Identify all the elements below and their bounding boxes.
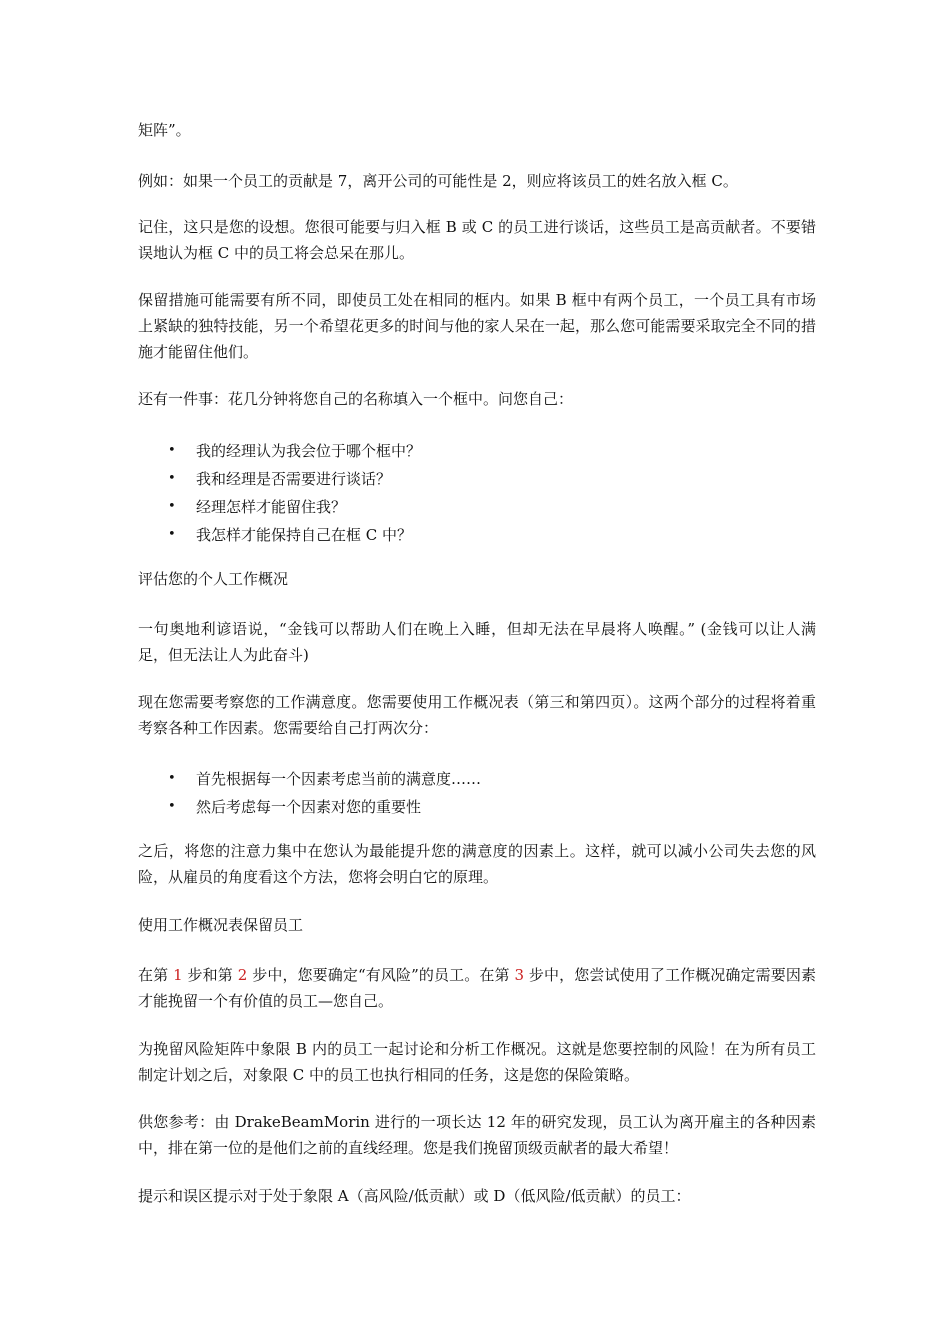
bullet-icon: • — [168, 471, 176, 486]
paragraph-tips: 提示和误区提示对于处于象限 A（高风险/低贡献）或 D（低风险/低贡献）的员工： — [138, 1187, 691, 1205]
paragraph-job-satisfaction: 现在您需要考察您的工作满意度。您需要使用工作概况表（第三和第四页）。这两个部分的过程将着重考察各种工作因素。您需要给自己打两次分： — [138, 693, 816, 737]
section-heading-use-profile: 使用工作概况表保留员工 — [138, 916, 304, 934]
list-item: • 经理怎样才能留住我？ — [138, 493, 816, 521]
bullet-icon: • — [168, 799, 176, 814]
bullet-icon: • — [168, 771, 176, 786]
paragraph-proverb: 一句奥地利谚语说，“金钱可以帮助人们在晚上入睡，但却无法在早晨将人唤醒。” (金钱可以让人满足，但无法让人为此奋斗) — [138, 620, 816, 664]
self-questions-list — [138, 437, 816, 549]
list-item: • 我的经理认为我会位于哪个框中？ — [138, 437, 816, 465]
paragraph-example: 例如：如果一个员工的贡献是 7，离开公司的可能性是 2，则应将该员工的姓名放入框 C。 — [138, 172, 738, 190]
bullet-icon: • — [168, 527, 176, 542]
step-number-3: 3 — [514, 966, 525, 984]
paragraph-continuation: 矩阵”。 — [138, 121, 191, 139]
list-item: • 首先根据每一个因素考虑当前的满意度…… — [138, 765, 816, 793]
paragraph-reminder: 记住，这只是您的设想。您很可能要与归入框 B 或 C 的员工进行谈话，这些员工是高贡献者。不要错误地认为框 C 中的员工将会总呆在那儿。 — [138, 218, 816, 262]
step-number-2: 2 — [237, 966, 248, 984]
list-item: • 我和经理是否需要进行谈话？ — [138, 465, 816, 493]
scoring-steps-list — [138, 765, 816, 821]
paragraph-quadrant-b: 为挽留风险矩阵中象限 B 内的员工一起讨论和分析工作概况。这就是您要控制的风险！在为所有员工制定计划之后，对象限 C 中的员工也执行相同的任务，这是您的保险策略。 — [138, 1040, 816, 1084]
paragraph-steps: 在第 1 步和第 2 步中，您要确定“有风险”的员工。在第 3 步中，您尝试使用了工作概况确定需要因素才能挽留一个有价值的员工—您自己。 — [138, 966, 816, 1010]
bullet-icon: • — [168, 499, 176, 514]
step-number-1: 1 — [173, 966, 183, 984]
list-item: • 我怎样才能保持自己在框 C 中？ — [138, 521, 816, 549]
bullet-icon: • — [168, 443, 176, 458]
paragraph-one-more-thing: 还有一件事：花几分钟将您自己的名称填入一个框中。问您自己： — [138, 390, 574, 408]
paragraph-reference: 供您参考：由 DrakeBeamMorin 进行的一项长达 12 年的研究发现，员工认为离开雇主的各种因素中，排在第一位的是他们之前的直线经理。您是我们挽留顶级贡献者的最大希望！ — [138, 1113, 816, 1157]
paragraph-focus-attention: 之后，将您的注意力集中在您认为最能提升您的满意度的因素上。这样，就可以减小公司失去您的风险，从雇员的角度看这个方法，您将会明白它的原理。 — [138, 842, 816, 886]
paragraph-retention-measures: 保留措施可能需要有所不同，即使员工处在相同的框内。如果 B 框中有两个员工，一个员工具有市场上紧缺的独特技能，另一个希望花更多的时间与他的家人呆在一起，那么您可能需要采取完全不同的措施才能留住他们。 — [138, 291, 816, 361]
list-item: • 然后考虑每一个因素对您的重要性 — [138, 793, 816, 821]
section-heading-personal-profile: 评估您的个人工作概况 — [138, 570, 289, 588]
